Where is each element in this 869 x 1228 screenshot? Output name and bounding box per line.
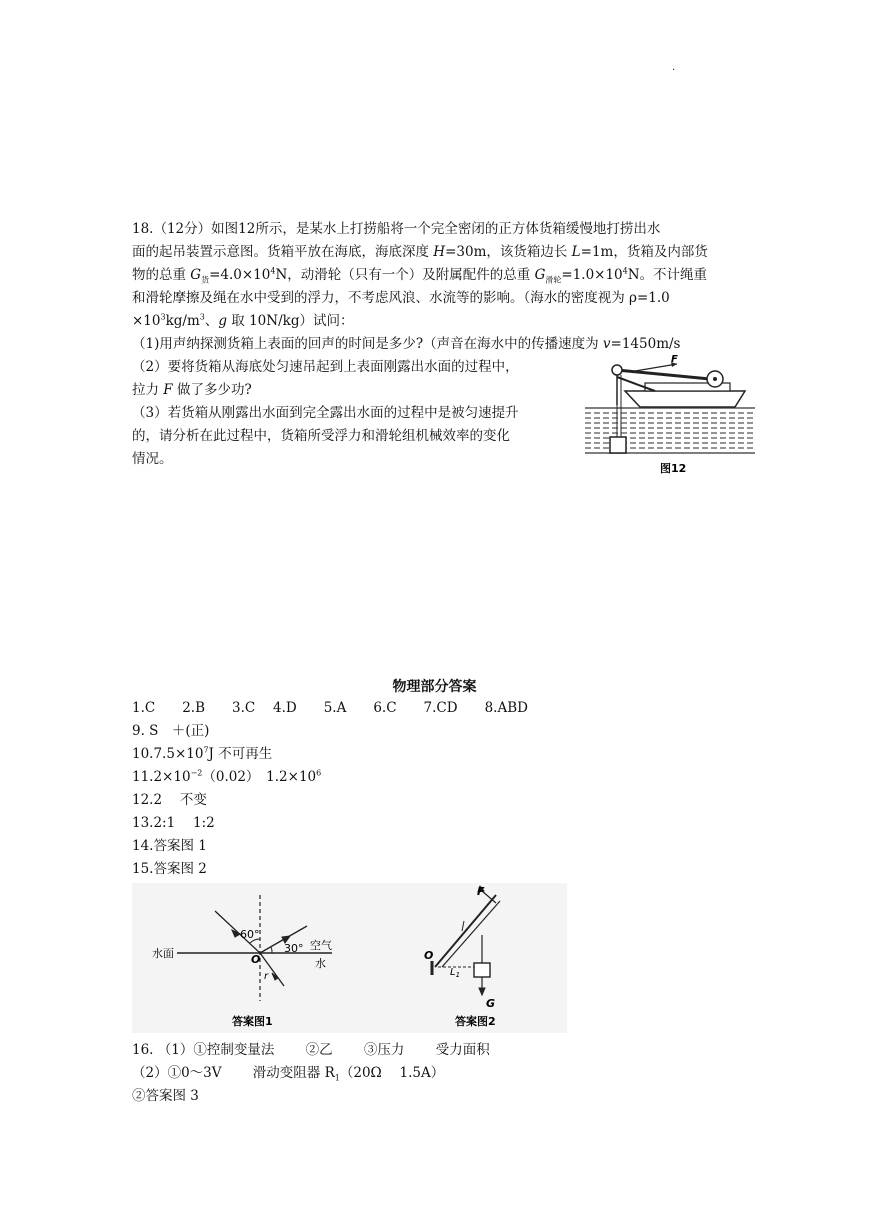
- answer-10: $10.7.5\times 10^7J$ 不可再生: [132, 745, 273, 762]
- boat-hull: [625, 391, 745, 407]
- fig2-force-F: F: [477, 885, 485, 898]
- q18-line-10: 的，请分析在此过程中，货箱所受浮力和滑轮组机械效率的变化: [132, 428, 510, 444]
- answer-11: $11.2\times 10^{-2}(0.02)$ $1.2\times 10^6$: [132, 768, 322, 785]
- q18-line-7: （2）要将货箱从海底处匀速吊起到上表面刚露出水面的过程中，: [132, 359, 519, 375]
- q18-line-6: （1)用声纳探测货箱上表面的回声的时间是多少?（声音在海水中的传播速度为 v=1450m/s: [132, 336, 681, 352]
- q18-line-1: 18.（12分）如图12所示，是某水上打捞船将一个完全密闭的正方体货箱缓慢地打捞出水: [132, 221, 661, 237]
- pulley-top: [612, 365, 622, 375]
- fig12-label: 图12: [660, 462, 687, 475]
- answer-9: 9. S ＋(正): [132, 723, 210, 739]
- fig1-caption: 答案图1: [232, 1015, 273, 1028]
- q18-line-8: 拉力 F 做了多少功?: [132, 382, 252, 398]
- fig2-caption: 答案图2: [455, 1015, 496, 1028]
- fig1-angle60: 60°: [240, 928, 260, 941]
- fig2-force-G: G: [486, 997, 496, 1010]
- q18-line-11: 情况。: [132, 451, 173, 467]
- answer-16-part2: （2）①0～3V 滑动变阻器 $R_1(20\Omega$ 1.5A）: [132, 1065, 445, 1083]
- answers-title: 物理部分答案: [392, 679, 477, 695]
- answer-13: 13.2:1 1:2: [132, 815, 215, 831]
- cargo-box: [610, 437, 626, 453]
- header-dot: .: [672, 62, 676, 73]
- fig2-arm-label: $L_1$: [450, 967, 461, 979]
- answer-16-part3: ②答案图 3: [132, 1088, 199, 1104]
- q18-line-2: 面的起吊装置示意图。货箱平放在海底，海底深度 H=30m，该货箱边长 L=1m，货箱及内部货: [132, 244, 708, 260]
- force-arrow: [635, 364, 677, 371]
- fig1-water-label: 水: [315, 957, 326, 970]
- fig1-air-label: 空气: [310, 939, 332, 952]
- answer-1-8: 1.C 2.B 3.C 4.D 5.A 6.C 7.CD 8.ABD: [132, 700, 528, 716]
- answer-16-part1: 16. （1）①控制变量法 ②乙 ③压力 受力面积: [132, 1042, 490, 1058]
- q18-line-9: （3）若货箱从刚露出水面到完全露出水面的过程中是被匀速提升: [132, 405, 519, 421]
- answer-figures: [132, 883, 567, 1033]
- fig1-r-label: r: [264, 971, 269, 982]
- fig12-force-label: F: [671, 355, 678, 365]
- fig2-origin-label: O: [424, 949, 434, 962]
- fig1-angle30: 30°: [284, 942, 304, 955]
- q18-line-5: $\times 10^3kg/m^3$、g 取 10N/kg）试问：: [132, 312, 354, 329]
- crane-boom: [617, 370, 710, 379]
- figure-12: [585, 355, 760, 480]
- answer-14: 14.答案图 1: [132, 838, 207, 854]
- fig1-surface-label: 水面: [152, 947, 174, 960]
- answer-12: 12.2 不变: [132, 792, 207, 808]
- q18-line-4: 和滑轮摩擦及绳在水中受到的浮力，不考虑风浪、水流等的影响。（海水的密度视为 ρ=1.0: [132, 290, 670, 306]
- q18-line-3: 物的总重 $G_货=4.0\times 10^4N$，动滑轮（只有一个）及附属配件的总重 $G_{滑轮}=1.0\times 10^4N$。不计绳重: [132, 266, 708, 285]
- fig1-origin-label: O: [251, 953, 261, 966]
- answer-15: 15.答案图 2: [132, 861, 207, 877]
